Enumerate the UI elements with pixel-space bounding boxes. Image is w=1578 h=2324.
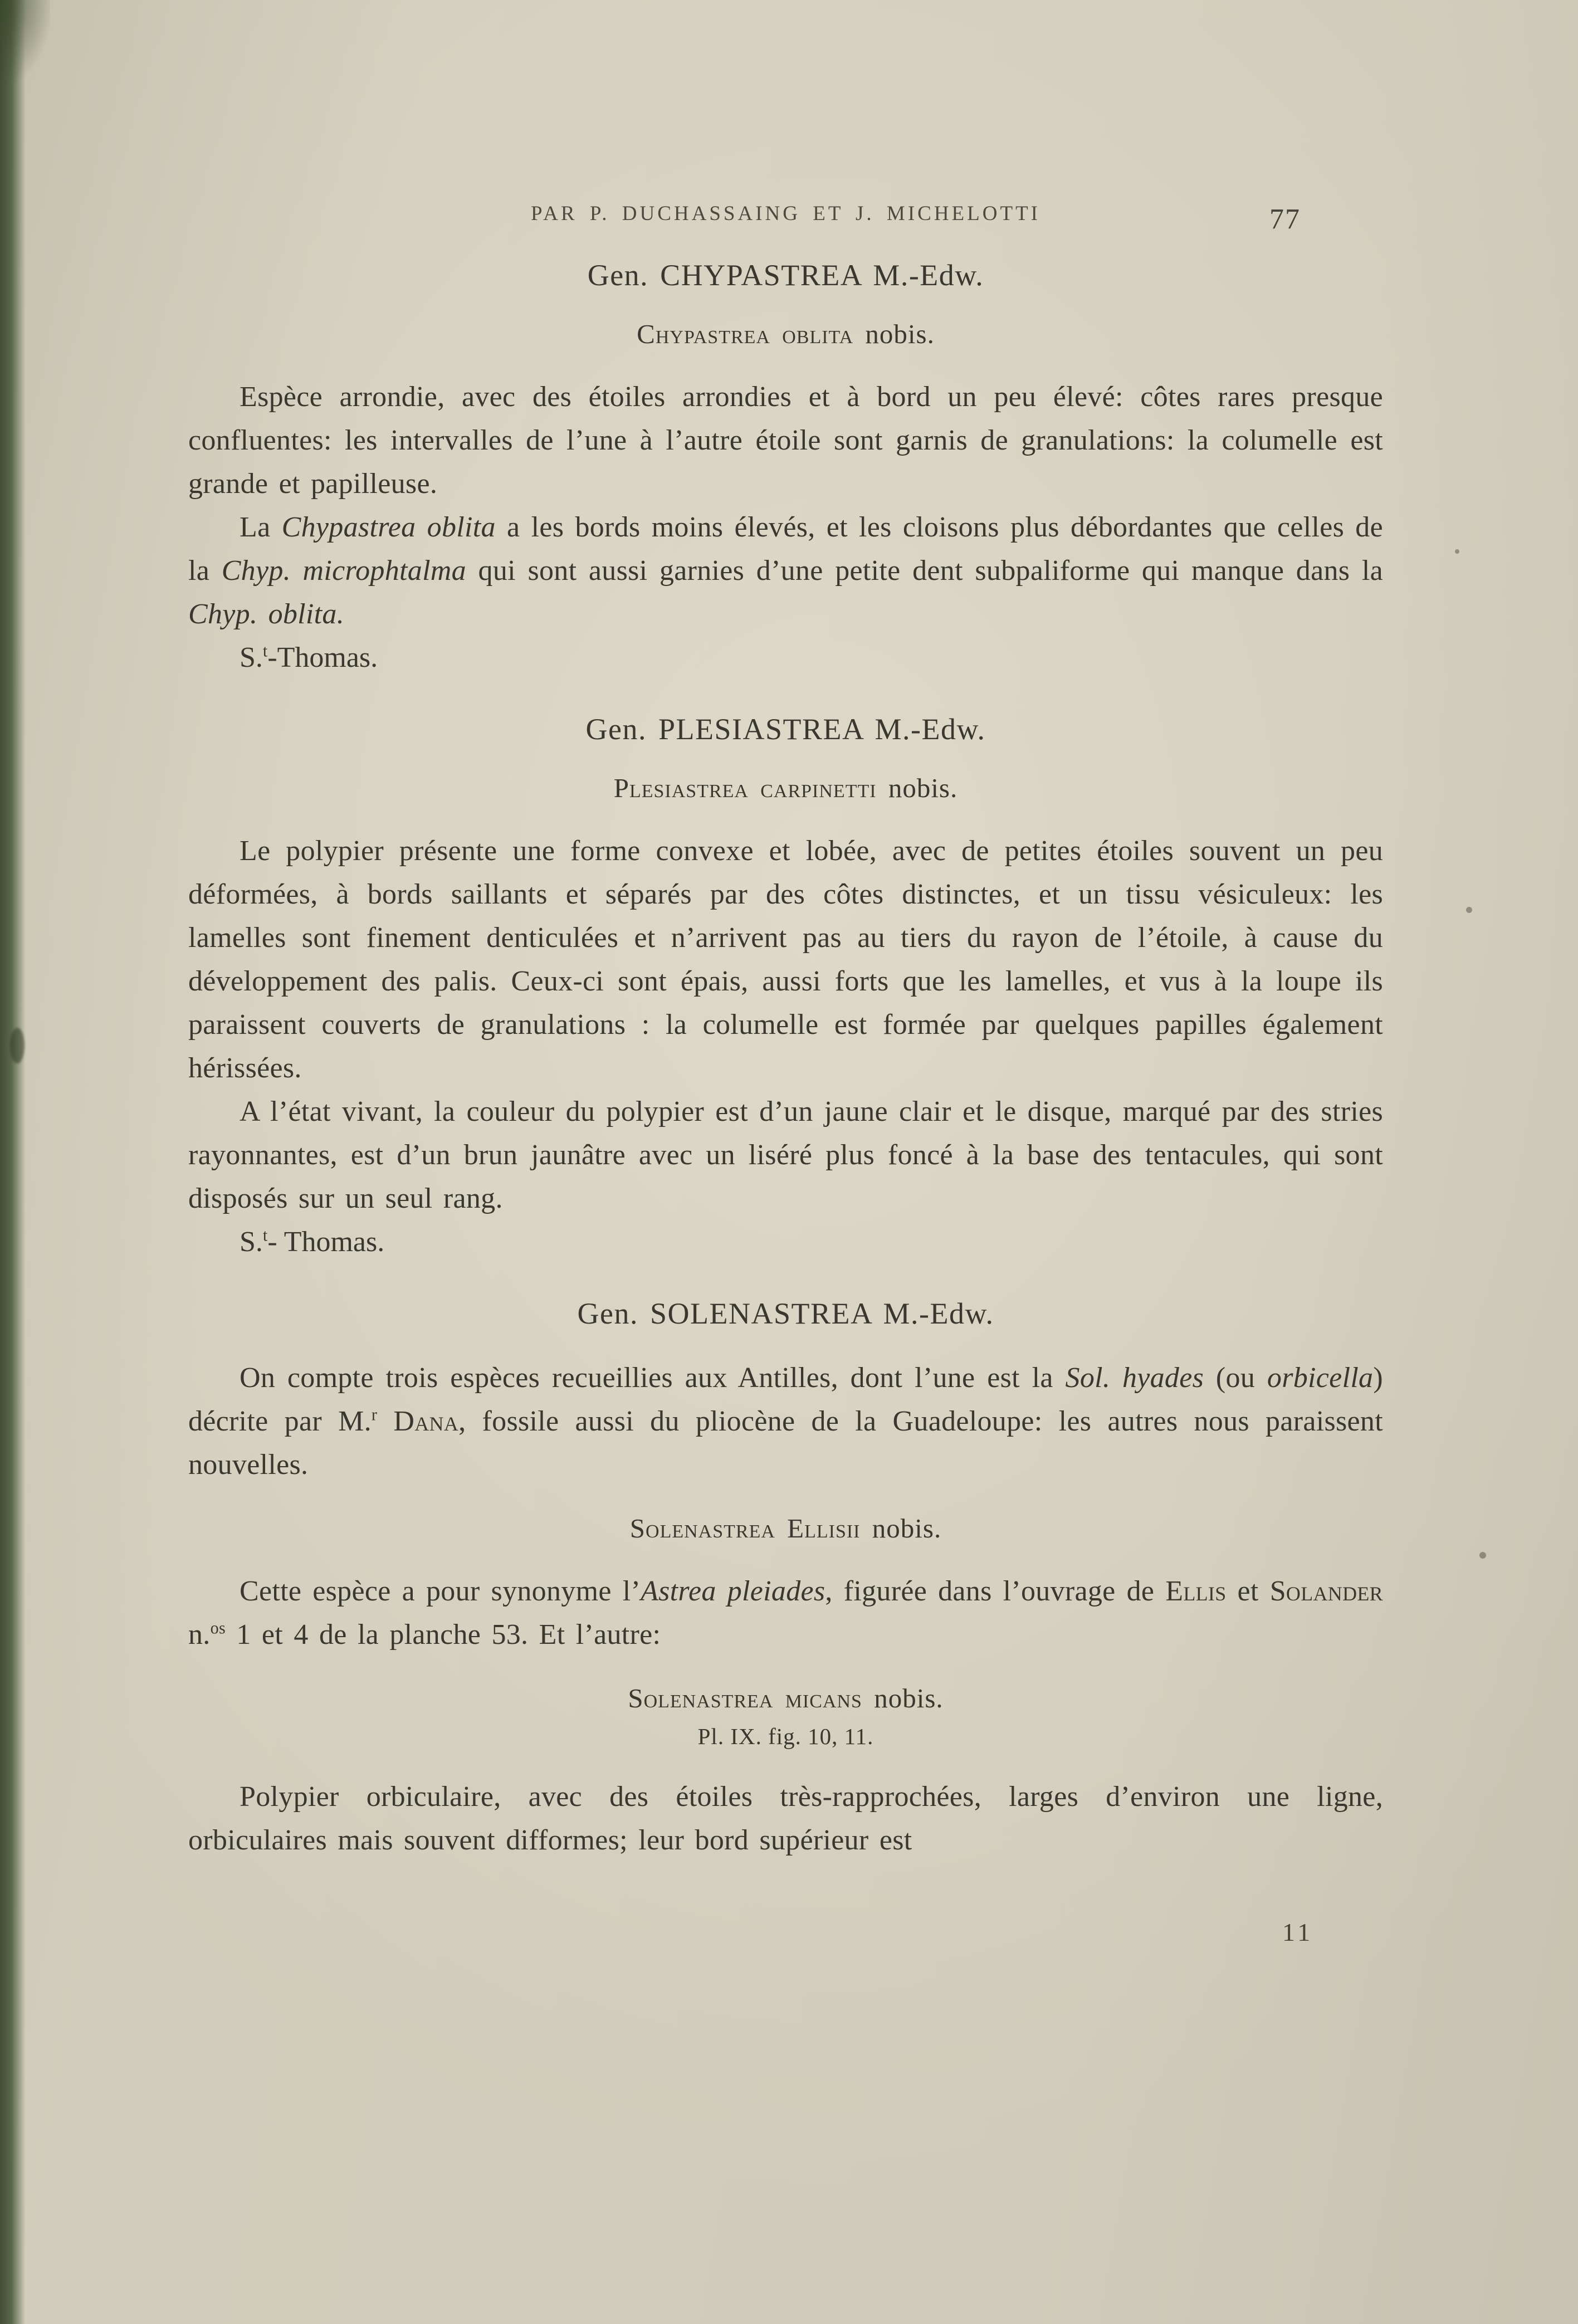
species-name-italic: Sol. hyades xyxy=(1065,1362,1204,1394)
text-segment: - Thomas. xyxy=(267,1226,385,1258)
text-segment: On compte trois espèces recueillies aux Antilles, dont l’une est la xyxy=(240,1362,1066,1394)
binding-edge xyxy=(0,0,26,2324)
superscript: os xyxy=(210,1618,226,1638)
species-name-italic: Chypastrea oblita xyxy=(281,511,496,543)
species-heading-solenastrea-ellisii xyxy=(188,1512,1383,1544)
superscript: r xyxy=(371,1405,378,1424)
text-segment: S. xyxy=(240,642,263,673)
genus-heading-chypastrea: Gen. CHYPASTREA M.-Edw. xyxy=(587,258,984,292)
superscript: t xyxy=(262,641,268,661)
species-name: Solenastrea micans xyxy=(628,1683,862,1713)
text-segment: , figurée dans l’ouvrage de xyxy=(825,1575,1166,1607)
species-heading-suffix: nobis. xyxy=(853,319,935,349)
paragraph-plesiastrea-colors: A l’état vivant, la couleur du polypier est d’un jaune clair et le disque, marqué par des stries rayonnantes, est d’un brun jaunâtre avec un liséré plus foncé à la base des tentacules, qui sont disposés sur un seul rang. xyxy=(188,1096,1383,1214)
binding-edge-corner xyxy=(0,0,50,84)
author-name-smallcaps: Ellis xyxy=(1165,1575,1227,1607)
species-heading-solenastrea-micans xyxy=(188,1682,1383,1714)
species-heading-chypastrea-oblita xyxy=(188,318,1383,350)
superscript: t xyxy=(262,1226,268,1245)
species-name-italic: Astrea pleiades xyxy=(641,1575,825,1607)
page-number: 77 xyxy=(1269,203,1301,235)
text-segment: a les bords moins élevés, et les cloisons plus débordantes que celles de la xyxy=(188,511,1383,587)
paragraph-chypastrea-description: Espèce arrondie, avec des étoiles arrondies et à bord un peu élevé: côtes rares presque confluentes: les intervalles de l’une à l’autre étoile sont garnis de granulations: la columelle est grande et papilleuse. xyxy=(188,381,1383,500)
text-segment: Cette espèce a pour synonyme l’ xyxy=(240,1575,641,1607)
locality-st-thomas xyxy=(240,1220,1383,1264)
paragraph-chypastrea-comparison xyxy=(188,506,1383,636)
species-heading-suffix: nobis. xyxy=(876,773,958,803)
species-name-italic: Chyp. oblita. xyxy=(188,598,345,630)
text-segment: (ou xyxy=(1204,1362,1267,1394)
text-segment: qui sont aussi garnies d’une petite dent subpaliforme qui manque dans la xyxy=(466,555,1384,587)
paper-speck xyxy=(1455,549,1459,554)
running-header-text: PAR P. DUCHASSAING ET J. MICHELOTTI xyxy=(530,202,1040,225)
text-segment xyxy=(377,1405,393,1437)
species-name: Plesiastrea carpinetti xyxy=(613,773,877,803)
text-block xyxy=(188,202,1383,1862)
signature-mark: 11 xyxy=(1282,1918,1314,1946)
genus-heading-solenastrea: Gen. SOLENASTREA M.-Edw. xyxy=(577,1297,994,1330)
text-segment: ) décrite par M. xyxy=(188,1362,1383,1437)
species-heading-suffix: nobis. xyxy=(862,1683,944,1713)
running-header xyxy=(188,202,1383,235)
paragraph-micans-description: Polypier orbiculaire, avec des étoiles très-rapprochées, larges d’environ une ligne, orbiculaires mais souvent difformes; leur bord supérieur est xyxy=(188,1781,1383,1856)
text-segment: et xyxy=(1226,1575,1270,1607)
locality-st-thomas xyxy=(240,636,1383,680)
species-heading-plesiastrea-carpinetti xyxy=(188,772,1383,804)
text-segment: 1 et 4 de la planche 53. Et l’autre: xyxy=(226,1619,661,1651)
text-segment: n. xyxy=(188,1619,211,1651)
species-heading-suffix: nobis. xyxy=(860,1513,942,1544)
paragraph-ellisii-synonymy xyxy=(188,1570,1383,1657)
binding-edge-spot xyxy=(10,1028,25,1063)
text-segment: -Thomas. xyxy=(267,642,378,673)
author-name-smallcaps: Dana xyxy=(393,1405,459,1437)
plate-caption: Pl. IX. fig. 10, 11. xyxy=(697,1724,874,1749)
species-name: Chypastrea oblita xyxy=(637,319,854,349)
paper-speck xyxy=(1479,1552,1486,1559)
species-name-italic: Chyp. microphtalma xyxy=(221,555,466,587)
author-name-smallcaps: Solander xyxy=(1269,1575,1383,1607)
species-name: Solenastrea Ellisii xyxy=(629,1513,861,1544)
species-name-italic: orbicella xyxy=(1267,1362,1374,1394)
text-segment: La xyxy=(240,511,282,543)
text-segment: S. xyxy=(240,1226,263,1258)
paragraph-solenastrea-intro xyxy=(188,1356,1383,1487)
genus-heading-plesiastrea: Gen. PLESIASTREA M.-Edw. xyxy=(585,712,986,746)
paper-speck xyxy=(1466,907,1472,913)
paragraph-plesiastrea-description: Le polypier présente une forme convexe et lobée, avec de petites étoiles souvent un peu déformées, à bords saillants et séparés par des côtes distinctes, et un tissu vésiculeux: les lamelles sont finement denticulées et n’arrivent pas au tiers du rayon de l’étoile, à cause du développement des palis. Ceux-ci sont épais, aussi forts que les lamelles, et vus à la loupe ils paraissent couverts de granulations : la columelle est formée par quelques papilles également hérissées. xyxy=(188,835,1383,1084)
text-segment: , fossile aussi du pliocène de la Guadeloupe: les autres nous paraissent nouvelles. xyxy=(188,1405,1383,1481)
